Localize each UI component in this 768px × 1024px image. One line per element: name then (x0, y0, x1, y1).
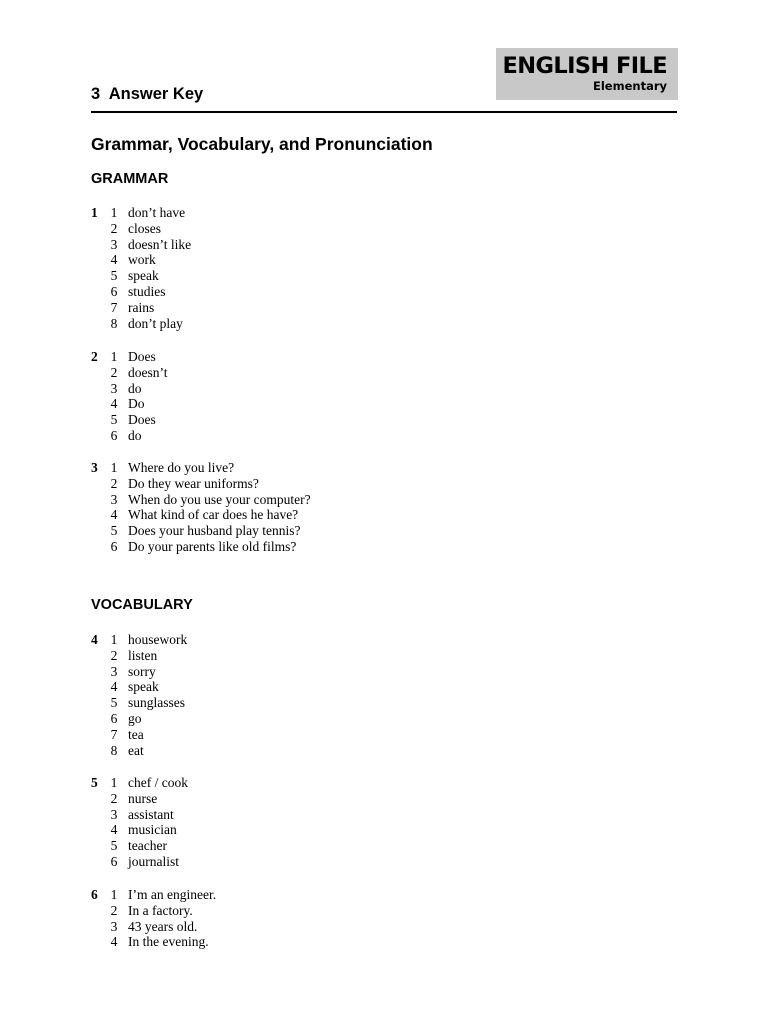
item-number: 5 (110, 695, 118, 711)
item-number: 4 (110, 679, 118, 695)
answer-text: housework (128, 632, 188, 647)
answer-text: do (128, 427, 142, 443)
item-number: 4 (110, 934, 118, 950)
answer-row (91, 316, 491, 332)
answer-text: eat (128, 742, 144, 758)
answer-row (91, 679, 491, 695)
answer-row (91, 632, 491, 648)
item-number: 6 (110, 283, 118, 299)
logo-title: ENGLISH FILE (502, 53, 667, 79)
item-number: 2 (110, 902, 118, 918)
answer-text: Do (128, 396, 145, 412)
item-number: 5 (110, 268, 118, 284)
answer-text: sorry (128, 663, 156, 679)
item-number: 3 (110, 806, 118, 822)
answer-row (91, 775, 491, 791)
answer-text: doesn’t like (128, 236, 192, 252)
logo-subtitle: Elementary (593, 79, 667, 93)
answer-row (91, 476, 491, 492)
answer-row (91, 460, 491, 476)
answer-row (91, 903, 491, 919)
exercise-1 (91, 205, 491, 331)
answer-text: In a factory. (128, 902, 193, 918)
answer-text: I’m an engineer. (128, 887, 217, 902)
answer-text: listen (128, 647, 158, 663)
item-number: 2 (110, 364, 118, 380)
answer-row (91, 252, 491, 268)
exercise-4 (91, 632, 491, 758)
answer-text: sunglasses (128, 695, 185, 711)
answer-row (91, 396, 491, 412)
item-number: 5 (110, 412, 118, 428)
answer-row (91, 349, 491, 365)
item-number: 1 (110, 349, 118, 364)
item-number: 7 (110, 299, 118, 315)
answer-text: don’t have (128, 205, 186, 220)
answer-row (91, 412, 491, 428)
answer-text: chef / cook (128, 775, 188, 790)
exercise-5 (91, 775, 491, 870)
answer-text: musician (128, 822, 177, 838)
exercise-2 (91, 349, 491, 444)
item-number: 3 (110, 236, 118, 252)
answer-row (91, 300, 491, 316)
vocabulary-heading: VOCABULARY (91, 597, 193, 613)
answer-row (91, 523, 491, 539)
answer-row (91, 221, 491, 237)
item-number: 3 (110, 918, 118, 934)
answer-row (91, 365, 491, 381)
item-number: 4 (110, 396, 118, 412)
answer-row (91, 807, 491, 823)
answer-row (91, 664, 491, 680)
answer-row (91, 743, 491, 759)
answer-text: Does (128, 412, 156, 428)
answer-text: assistant (128, 806, 174, 822)
item-number: 8 (110, 742, 118, 758)
answer-row (91, 492, 491, 508)
answer-text: Does (128, 349, 156, 364)
answer-text: 43 years old. (128, 918, 198, 934)
item-number: 6 (110, 710, 118, 726)
item-number: 4 (110, 507, 118, 523)
exercise-number: 5 (91, 775, 98, 790)
answer-text: doesn’t (128, 364, 168, 380)
answer-text: teacher (128, 838, 167, 854)
item-number: 1 (110, 887, 118, 902)
item-number: 6 (110, 538, 118, 554)
answer-row (91, 539, 491, 555)
answer-text: speak (128, 268, 159, 284)
answer-row (91, 428, 491, 444)
answer-row (91, 648, 491, 664)
exercise-number: 6 (91, 887, 98, 902)
item-number: 4 (110, 252, 118, 268)
english-file-logo (496, 48, 678, 100)
item-number: 5 (110, 838, 118, 854)
answer-text: In the evening. (128, 934, 209, 950)
answer-row (91, 727, 491, 743)
answer-text: tea (128, 726, 144, 742)
header-divider (91, 111, 677, 113)
item-number: 2 (110, 475, 118, 491)
answer-text: journalist (128, 853, 179, 869)
answer-row (91, 791, 491, 807)
exercise-number: 4 (91, 632, 98, 647)
answer-row (91, 507, 491, 523)
item-number: 6 (110, 427, 118, 443)
answer-row (91, 919, 491, 935)
answer-row (91, 695, 491, 711)
answer-row (91, 822, 491, 838)
answer-text: nurse (128, 790, 158, 806)
item-number: 2 (110, 220, 118, 236)
answer-text: studies (128, 283, 166, 299)
answer-text: When do you use your computer? (128, 491, 311, 507)
answer-row (91, 854, 491, 870)
item-number: 1 (110, 205, 118, 220)
item-number: 2 (110, 790, 118, 806)
page-header-title: 3 Answer Key (91, 85, 204, 103)
answer-text: go (128, 710, 142, 726)
answer-text: do (128, 380, 142, 396)
item-number: 1 (110, 775, 118, 790)
answer-row (91, 381, 491, 397)
answer-text: Where do you live? (128, 460, 235, 475)
answer-text: Does your husband play tennis? (128, 523, 301, 539)
answer-row (91, 887, 491, 903)
answer-text: rains (128, 299, 155, 315)
answer-row (91, 838, 491, 854)
answer-row (91, 268, 491, 284)
answer-text: speak (128, 679, 159, 695)
item-number: 3 (110, 663, 118, 679)
section-title: Grammar, Vocabulary, and Pronunciation (91, 134, 433, 154)
exercise-6 (91, 887, 491, 950)
answer-text: Do they wear uniforms? (128, 475, 259, 491)
answer-row (91, 237, 491, 253)
item-number: 2 (110, 647, 118, 663)
answer-text: don’t play (128, 315, 183, 331)
item-number: 7 (110, 726, 118, 742)
exercise-number: 2 (91, 349, 98, 364)
item-number: 3 (110, 380, 118, 396)
answer-row (91, 284, 491, 300)
item-number: 6 (110, 853, 118, 869)
answer-row (91, 934, 491, 950)
answer-text: work (128, 252, 156, 268)
answer-text: Do your parents like old films? (128, 538, 297, 554)
exercise-number: 3 (91, 460, 98, 475)
grammar-heading: GRAMMAR (91, 171, 169, 187)
answer-text: closes (128, 220, 161, 236)
answer-text: What kind of car does he have? (128, 507, 299, 523)
exercise-number: 1 (91, 205, 98, 220)
item-number: 3 (110, 491, 118, 507)
exercise-3 (91, 460, 491, 555)
item-number: 8 (110, 315, 118, 331)
answer-row (91, 711, 491, 727)
item-number: 5 (110, 523, 118, 539)
item-number: 1 (110, 632, 118, 647)
answer-row (91, 205, 491, 221)
item-number: 1 (110, 460, 118, 475)
item-number: 4 (110, 822, 118, 838)
